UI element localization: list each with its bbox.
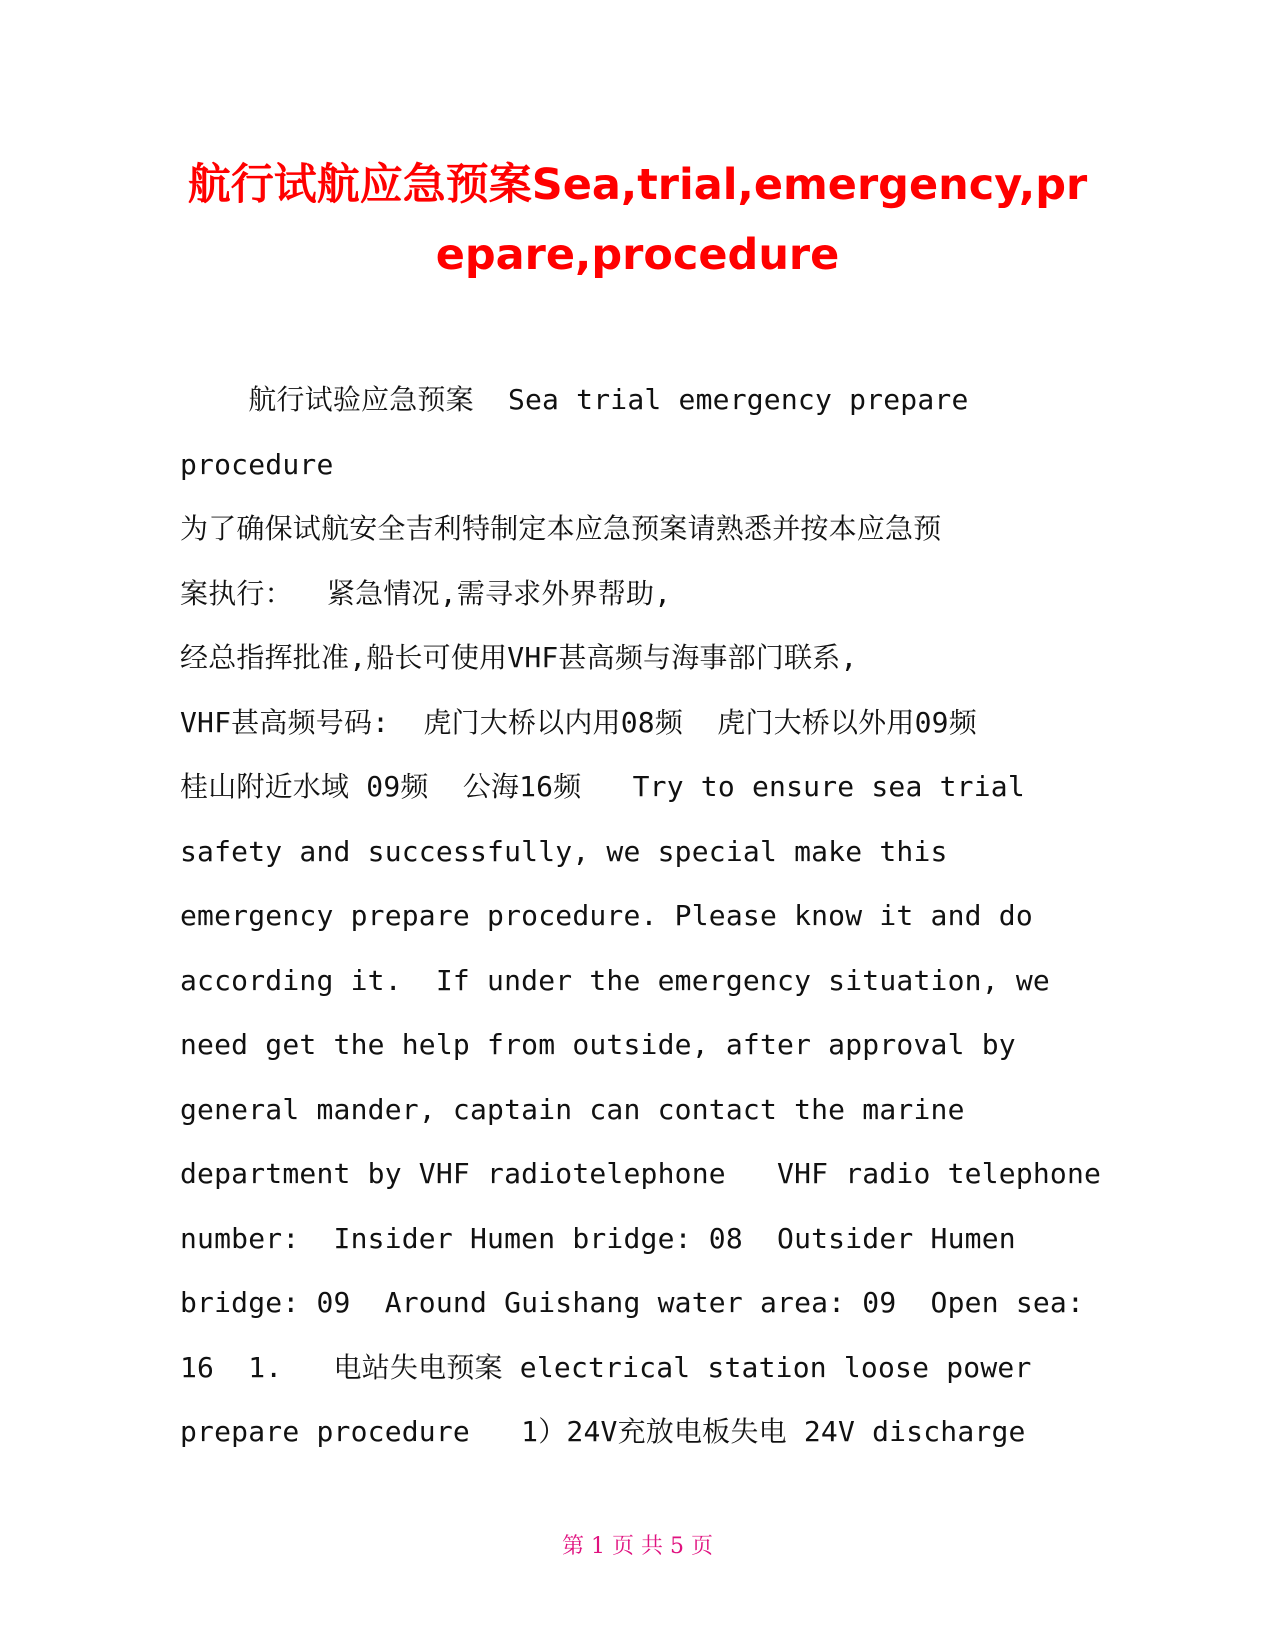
body-line: emergency prepare procedure. Please know it and do xyxy=(180,899,1033,932)
body-line: 为了确保试航安全吉利特制定本应急预案请熟悉并按本应急预 xyxy=(180,512,942,545)
body-line: prepare procedure 1）24V充放电板失电 24V discharge xyxy=(180,1415,1026,1448)
body-line: 案执行： 紧急情况,需寻求外界帮助, xyxy=(180,576,672,610)
body-line: safety and successfully, we special make this xyxy=(180,834,948,868)
document-title: 航行试航应急预案Sea,trial,emergency,prepare,procedure xyxy=(187,160,1088,280)
body-line: need get the help from outside, after approval by xyxy=(180,1028,1016,1061)
body-line: VHF甚高频号码: 虎门大桥以内用08频 虎门大桥以外用09频 xyxy=(180,705,977,739)
body-line: according it. If under the emergency situation, we xyxy=(180,963,1050,997)
body-line: procedure xyxy=(180,447,334,481)
body-line: bridge: 09 Around Guishang water area: 09 Open sea: xyxy=(180,1286,1085,1319)
body-line: department by VHF radiotelephone VHF radio telephone xyxy=(180,1157,1102,1190)
body-line: 航行试验应急预案 Sea trial emergency prepare xyxy=(180,383,969,416)
body-line: 经总指挥批准,船长可使用VHF甚高频与海事部门联系, xyxy=(180,641,858,674)
page-number-footer: 第 1 页 共 5 页 xyxy=(562,1534,713,1559)
body-line: general mander, captain can contact the marine xyxy=(180,1092,965,1126)
body-line: 桂山附近水域 09频 公海16频 Try to ensure sea trial xyxy=(180,770,1025,803)
document-body xyxy=(180,368,1102,1465)
body-line: number: Insider Humen bridge: 08 Outsider Humen xyxy=(180,1221,1016,1255)
body-line: 16 1. 电站失电预案 electrical station loose power xyxy=(180,1350,1032,1384)
